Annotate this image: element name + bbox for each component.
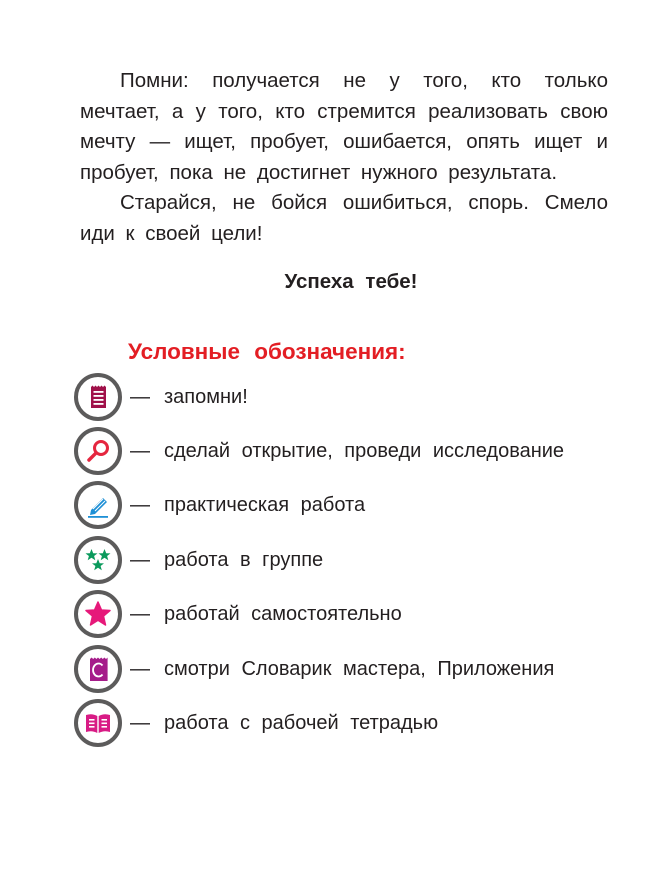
legend-item-label: работа с рабочей тетрадью [164, 711, 439, 734]
star-icon [74, 590, 122, 638]
legend-item-discover [74, 426, 564, 476]
dictionary-c-icon [74, 645, 122, 693]
legend-item-label: работай самостоятельно [164, 602, 402, 625]
legend-item-workbook [74, 698, 438, 748]
pencil-icon [74, 481, 122, 529]
closing-wish: Успеха тебе! [284, 270, 418, 293]
legend-item-practical [74, 480, 365, 530]
dash: — [130, 385, 150, 408]
dash: — [130, 493, 150, 516]
legend-item-label: запомни! [164, 385, 248, 408]
legend-item-group [74, 535, 323, 585]
dash: — [130, 657, 150, 680]
workbook-icon [74, 699, 122, 747]
intro-text [80, 66, 608, 249]
legend-item-dictionary [74, 644, 554, 694]
legend-item-label: работа в группе [164, 548, 324, 571]
dash: — [130, 711, 150, 734]
legend-item-remember [74, 372, 248, 422]
intro-paragraph-2: Старайся, не бойся ошибиться, спорь. Смело иди к своей цели! [80, 191, 608, 245]
notepad-icon [74, 373, 122, 421]
three-stars-icon [74, 536, 122, 584]
legend-item-label: практическая работа [164, 493, 366, 516]
legend-item-independent [74, 589, 402, 639]
dash: — [130, 602, 150, 625]
legend-item-label: смотри Словарик мастера, Приложения [164, 657, 555, 680]
dash: — [130, 439, 150, 462]
legend-title: Условные обозначения: [128, 339, 406, 364]
magnifier-icon [74, 427, 122, 475]
legend-item-label: сделай открытие, проведи исследование [164, 439, 565, 462]
intro-paragraph-1: Помни: получается не у того, кто только мечтает, а у того, кто стремится реализовать свою мечту — ищет, пробует, ошибается, опять ищет и пробует, пока не достигнет нужного результата. [80, 69, 608, 184]
dash: — [130, 548, 150, 571]
